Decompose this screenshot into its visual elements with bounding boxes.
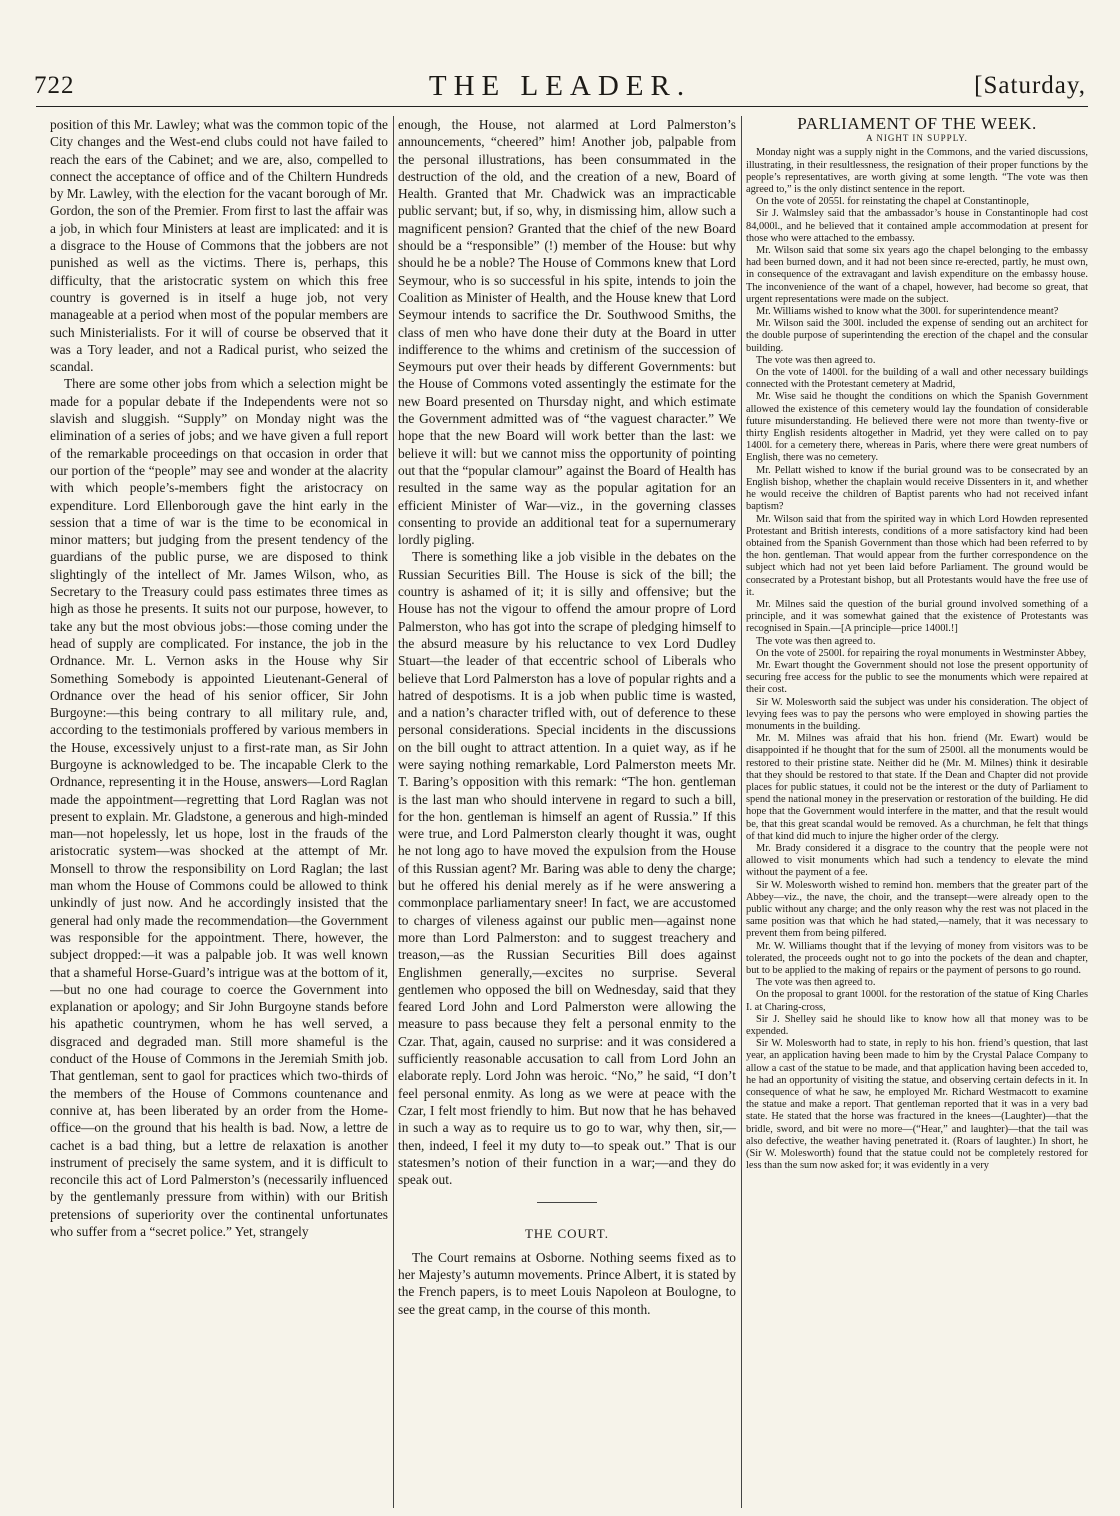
column-3 <box>746 116 1088 1508</box>
col1-paragraph: There are some other jobs from which a selection might be made for a popular debate if the Independents were not so slavish and sluggish. “Supply” on Monday night was the elimination of a series of jobs; and we have given a full report of the remarkable proceedings on that occasion in order that our portion of the “people” may see and wonder at the alacrity with which people’s-members fight the aristocracy on expenditure. Lord Ellenborough gave the hint early in the session that a time of war is the time to be economical in minor matters; but judging from the present tendency of the guardians of the public purse, we are disposed to think slightingly of the intellect of Mr. James Wilson, who, as Secretary to the Treasury could pass estimates three times as high as those he presents. It suits not our purpose, however, to take any but the most obvious jobs:—those coming under the head of supply are complicated. For instance, the job in the Ordnance. Mr. L. Vernon asks in the House why Sir Something Somebody is appointed Lieutenant-General of Ordnance over the head of his senior officer, Sir John Burgoyne:—this being contrary to all military rule, and, according to the testimonials proffered by various members in the House, excessively unjust to a first-rate man, as Sir John Burgoyne is acknowledged to be. The incapable Clerk to the Ordnance, representing it in the House, answers—Lord Raglan made the appointment—regretting that Lord Raglan was not present to explain. Mr. Gladstone, a generous and high-minded man—not hopelessly, let us hope, lost in the frauds of the aristocratic system—was shocked at the attempt of Mr. Monsell to throw the responsibility on Lord Raglan; the last man whom the House of Commons could be allowed to think unkindly of just now. And he accordingly insisted that the general had only made the recommendation—the Government was responsible for the appointment. There, however, the subject dropped:—it was a palpable job. It was well known that a shameful Horse-Guard’s intrigue was at the bottom of it,—but no one had courage to coerce the Government into explanation or apology; and Sir John Burgoyne stands before his apathetic countrymen, whom he has well served, a disgraced and degraded man. Still more shameful is the conduct of the House of Commons in the Jeremiah Smith job. That gentleman, sent to gaol for practices which two-thirds of the members of the House of Commons countenance and connive at, has been liberated by an order from the Home-office—on the ground that his health is bad. Now, a lettre de cachet is a bad thing, but a lettre de relaxation is another instrument of precisely the same system, and it is difficult to reconcile this act of Lord Palmerston’s (necessarily influenced by the gentlemanly pressure from within) with our British pretensions of superiority over the continental unfortunates who suffer from a “secret police.” Yet, strangely <box>50 376 388 1239</box>
court-paragraph: The Court remains at Osborne. Nothing seems fixed as to her Majesty’s autumn movements. Prince Albert, it is stated by the French papers, is to meet Louis Napoleon at Boulogne, to see the great camp, in the course of this month. <box>398 1249 736 1317</box>
col3-paragraph: Mr. Ewart thought the Government should not lose the present opportunity of securing free access for the public to see the monuments which were repaired at their cost. <box>746 659 1088 696</box>
col3-paragraph: The vote was then agreed to. <box>756 635 876 647</box>
page-number: 722 <box>34 72 75 99</box>
column-divider-2 <box>741 116 742 1508</box>
col3-paragraph: Mr. Wilson said that from the spirited way in which Lord Howden represented Protestant and British interests, conditions of a more satisfactory kind had been obtained from the Spanish Government than those which had been referred to by the hon. gentleman. That would appear from the further correspondence on the subject which had not yet been laid before Parliament. The ground would be consecrated by a Protestant bishop, but all Protestants would have the free use of it. <box>746 513 1088 598</box>
col3-paragraph: Mr. Wilson said the 300l. included the expense of sending out an architect for the double purpose of superintending the erection of the chapel and the consular building. <box>746 318 1088 354</box>
col2-paragraph: enough, the House, not alarmed at Lord Palmerston’s announcements, “cheered” him! Another job, palpable from the personal illustrations, has been consummated in the destruction of the old, and the creation of a new, Board of Health. Granted that Mr. Chadwick was an impracticable public servant; but, if so, why, in dismissing him, allow such a magnificent pension? Granted that the chief of the new Board should be a “responsible” (!) member of the House: but why should he be a noble? The House of Commons knew that Lord Seymour, who is so successful in his spite, intends to join the Coalition as Minister of Health, and the House knew that Lord Seymour intends to sacrifice the Dr. Southwood Smiths, the class of men who have done their duty at the Board in utter indifference to the whims and cretinism of the succession of Seymours put over their heads by different Governments: but the House of Commons voted assentingly the estimate for the new Board presented on Thursday night, and which estimate the Government admitted was of “the vaguest character.” We hope that the new Board will work better than the last: we believe it will: but we cannot miss the opportunity of pointing out that the “popular clamour” against the Board of Health has resulted in the same way as the popular agitation for an efficient Minister of War—viz., in the governing classes consenting to provide an additional teat for a supernumerary lordly pigling. <box>398 117 736 548</box>
col3-paragraph: On the vote of 1400l. for the building of a wall and other necessary buildings connected with the Protestant cemetery at Madrid, <box>746 367 1088 391</box>
col3-paragraph: Sir W. Molesworth had to state, in reply to his hon. friend’s question, that last year, an application having been made to him by the Crystal Palace Company to allow a cast of the statue to be made, and that application having been acceded to, he had an opportunity of visiting the statue, and observing certain defects in it. In consequence of what he saw, he employed Mr. Richard Westmacott to examine the statue and make a report. That gentleman reported that it was in a very bad state. He stated that the horse was fractured in the knees—(Laughter)—that the bridle, sword, and bit were no more—(“Hear,” and laughter)—that the tail was also defective, the weather having penetrated it. (Roars of laughter.) In short, he (Sir W. Molesworth) found that the statue could not be completely restored for less than the sum now asked for; it was evidently in a very <box>746 1038 1088 1172</box>
col2-paragraph: There is something like a job visible in the debates on the Russian Securities Bill. The House is sick of the bill; the country is ashamed of it; it is silly and offensive; but the House has not the vigour to offend the amour propre of Lord Palmerston, who has got into the scrape of pledging himself to the absurd measure by his reluctance to vex Lord Dudley Stuart—the leader of that eccentric school of Liberals who believe that Lord Palmerston has a love of popular rights and a hatred of despotisms. It is a job when public time is wasted, and a nation’s character trifled with, out of deference to these personal considerations. Special incidents in the discussions on the bill ought to attract attention. In a quiet way, as if he were saying nothing remarkable, Lord Palmerston meets Mr. T. Baring’s opposition with this remark: “The hon. gentleman is the last man who should intervene in regard to such a bill, for the hon. gentleman is himself an agent of Russia.” If this were true, and Lord Palmerston clearly thought it was, ought he not long ago to have moved the expulsion from the House of this Russian agent? Mr. Baring was able to deny the charge; but he offered his denial merely as if he were answering a commonplace parliamentary sneer! In fact, we are accustomed to charges of vileness against our public men—against none more than Lord Palmerston: and to suggest treachery and treason,—as the Russian Securities Bill does against Englishmen generally,—excites no surprise. Several gentlemen who opposed the bill on Wednesday, said that they feared Lord John and Lord Palmerston were allowing the measure to pass because they felt a personal enmity to the Czar. That, again, caused no surprise: and it was considered a sufficiently reasonable accusation to call from Lord John an elaborate reply. Lord John was heroic. “No,” he said, “I don’t feel personal enmity. As long as we were at peace with the Czar, I felt most friendly to him. But now that he has behaved in such a way as to require us to go to war, why then, sir,—then, indeed, I feel it my duty to—to speak out.” That is our statesmen’s notion of their function in a war;—and they do speak out. <box>398 549 736 1188</box>
column-divider-1 <box>393 116 394 1508</box>
issue-day: [Saturday, <box>974 72 1086 99</box>
col3-paragraph: Sir J. Shelley said he should like to know how all that money was to be expended. <box>746 1013 1088 1038</box>
col3-paragraph: Mr. Brady considered it a disgrace to the country that the people were not allowed to visit monuments which had such a tendency to elevate the mind without the payment of a fee. <box>746 842 1088 879</box>
col3-paragraph: Monday night was a supply night in the Commons, and the varied discussions, illustrating, in their resultlessness, the resignation of their proper functions by the people’s representatives, are worth giving at some length. “The vote was then agreed to,” is the only distinct sentence in the report. <box>746 147 1088 196</box>
section-divider <box>537 1202 597 1203</box>
court-section-title: THE COURT. <box>524 1226 610 1242</box>
col3-paragraph: On the vote of 2055l. for reinstating the chapel at Constantinople, <box>756 196 1029 208</box>
col3-paragraph: Mr. Wilson said that some six years ago the chapel belonging to the embassy had been burned down, and it had not been since re-erected, partly, he must own, in consequence of the extravagant and lavish expenditure on the embassy house. The inconvenience of the want of a chapel, however, had become so great, that urgent representations were made on the subject. <box>746 245 1088 305</box>
col3-paragraph: Mr. M. Milnes was afraid that his hon. friend (Mr. Ewart) would be disappointed if he thought that for the sum of 2500l. all the monuments would be restored to their pristine state. Neither did he (Mr. M. Milnes) think it desirable that they should be restored to that state. If the Dean and Chapter did not provide places for public statues, it could not be the interest or the duty of Parliament to spend the national money in the preservation or restoration of the building. He did hope that the Government would interfere in the matter, and that the result would be, that this great scandal would be removed. As a churchman, he felt that things of that kind did much to injure the higher order of the clergy. <box>746 733 1088 842</box>
col3-paragraph: Sir W. Molesworth wished to remind hon. members that the greater part of the Abbey—viz., the nave, the choir, and the transept—were already open to the public without any charge; and the only reason why the rest was not placed in the same position was that which he had stated,—namely, that it was necessary to prevent them from being pilfered. <box>746 879 1088 940</box>
col3-paragraph: Mr. W. Williams thought that if the levying of money from visitors was to be tolerated, the proceeds ought not to go into the pockets of the dean and chapter, but to be applied to the making of repairs or the payment of persons to go round. <box>746 940 1088 977</box>
parliament-subtitle: A NIGHT IN SUPPLY. <box>866 133 968 144</box>
masthead-title: THE LEADER. <box>428 70 692 102</box>
col3-paragraph: Sir J. Walmsley said that the ambassador’s house in Constantinople had cost 84,000l., and he believed that it contained ample accommodation at present for those who were attached to the embassy. <box>746 208 1088 244</box>
col3-paragraph: Mr. Milnes said the question of the burial ground involved something of a principle, and it was somewhat gained that the existence of Protestants was recognised in Spain.—[A principle—price 1400l.!] <box>746 598 1088 635</box>
col3-paragraph: Mr. Williams wished to know what the 300l. for superintendence meant? <box>756 306 1059 318</box>
col3-paragraph: On the proposal to grant 1000l. for the restoration of the statue of King Charles I. at Charing-cross, <box>746 989 1088 1013</box>
column-1 <box>50 116 388 1508</box>
col3-paragraph: Sir W. Molesworth said the subject was under his consideration. The object of levying fees was to pay the persons who were employed in showing parties the monuments in the building. <box>746 696 1088 732</box>
header-rule <box>36 106 1088 107</box>
parliament-section-title: PARLIAMENT OF THE WEEK. <box>797 116 1037 133</box>
col3-paragraph: The vote was then agreed to. <box>756 977 876 989</box>
column-2 <box>398 116 736 1508</box>
col3-paragraph: On the vote of 2500l. for repairing the royal monuments in Westminster Abbey, <box>756 647 1087 659</box>
page-header <box>34 60 1086 100</box>
col3-paragraph: Mr. Wise said he thought the conditions on which the Spanish Government allowed the existence of this cemetery would lay the foundation of considerable future misunderstanding. He believed there were not more than twenty-five or thirty English residents altogether in Madrid, yet they were called on to pay 1400l. for a cemetery there, whereas in Paris, where there were great numbers of English, there was no cemetery. <box>746 391 1088 464</box>
col3-paragraph: The vote was then agreed to. <box>756 354 876 366</box>
col3-paragraph: Mr. Pellatt wished to know if the burial ground was to be consecrated by an English bishop, whether the chaplain would receive Dissenters in it, and whether he would receive the children of Baptist parents who had not received infant baptism? <box>746 464 1088 513</box>
col1-paragraph: position of this Mr. Lawley; what was the common topic of the City changes and the West-end clubs could not have failed to reach the ears of the Cabinet; and we are, also, compelled to connect the acceptance of office and of the Chiltern Hundreds by Mr. Lawley, with the election for the vacant borough of Mr. Gordon, the son of the Premier. From first to last the affair was a job, in which four Ministers at least are implicated: and it is a disgrace to the House of Commons that the jobbers are not punished as well as the victims. There is, perhaps, this difficulty, that the aristocratic system on which this free country is governed is in itself a huge job, not very manageable at a period when most of the popular members are such Ministerialists. For it will of course be observed that it was a Tory leader, and not a Radical purist, who seized the scandal. <box>50 117 388 375</box>
